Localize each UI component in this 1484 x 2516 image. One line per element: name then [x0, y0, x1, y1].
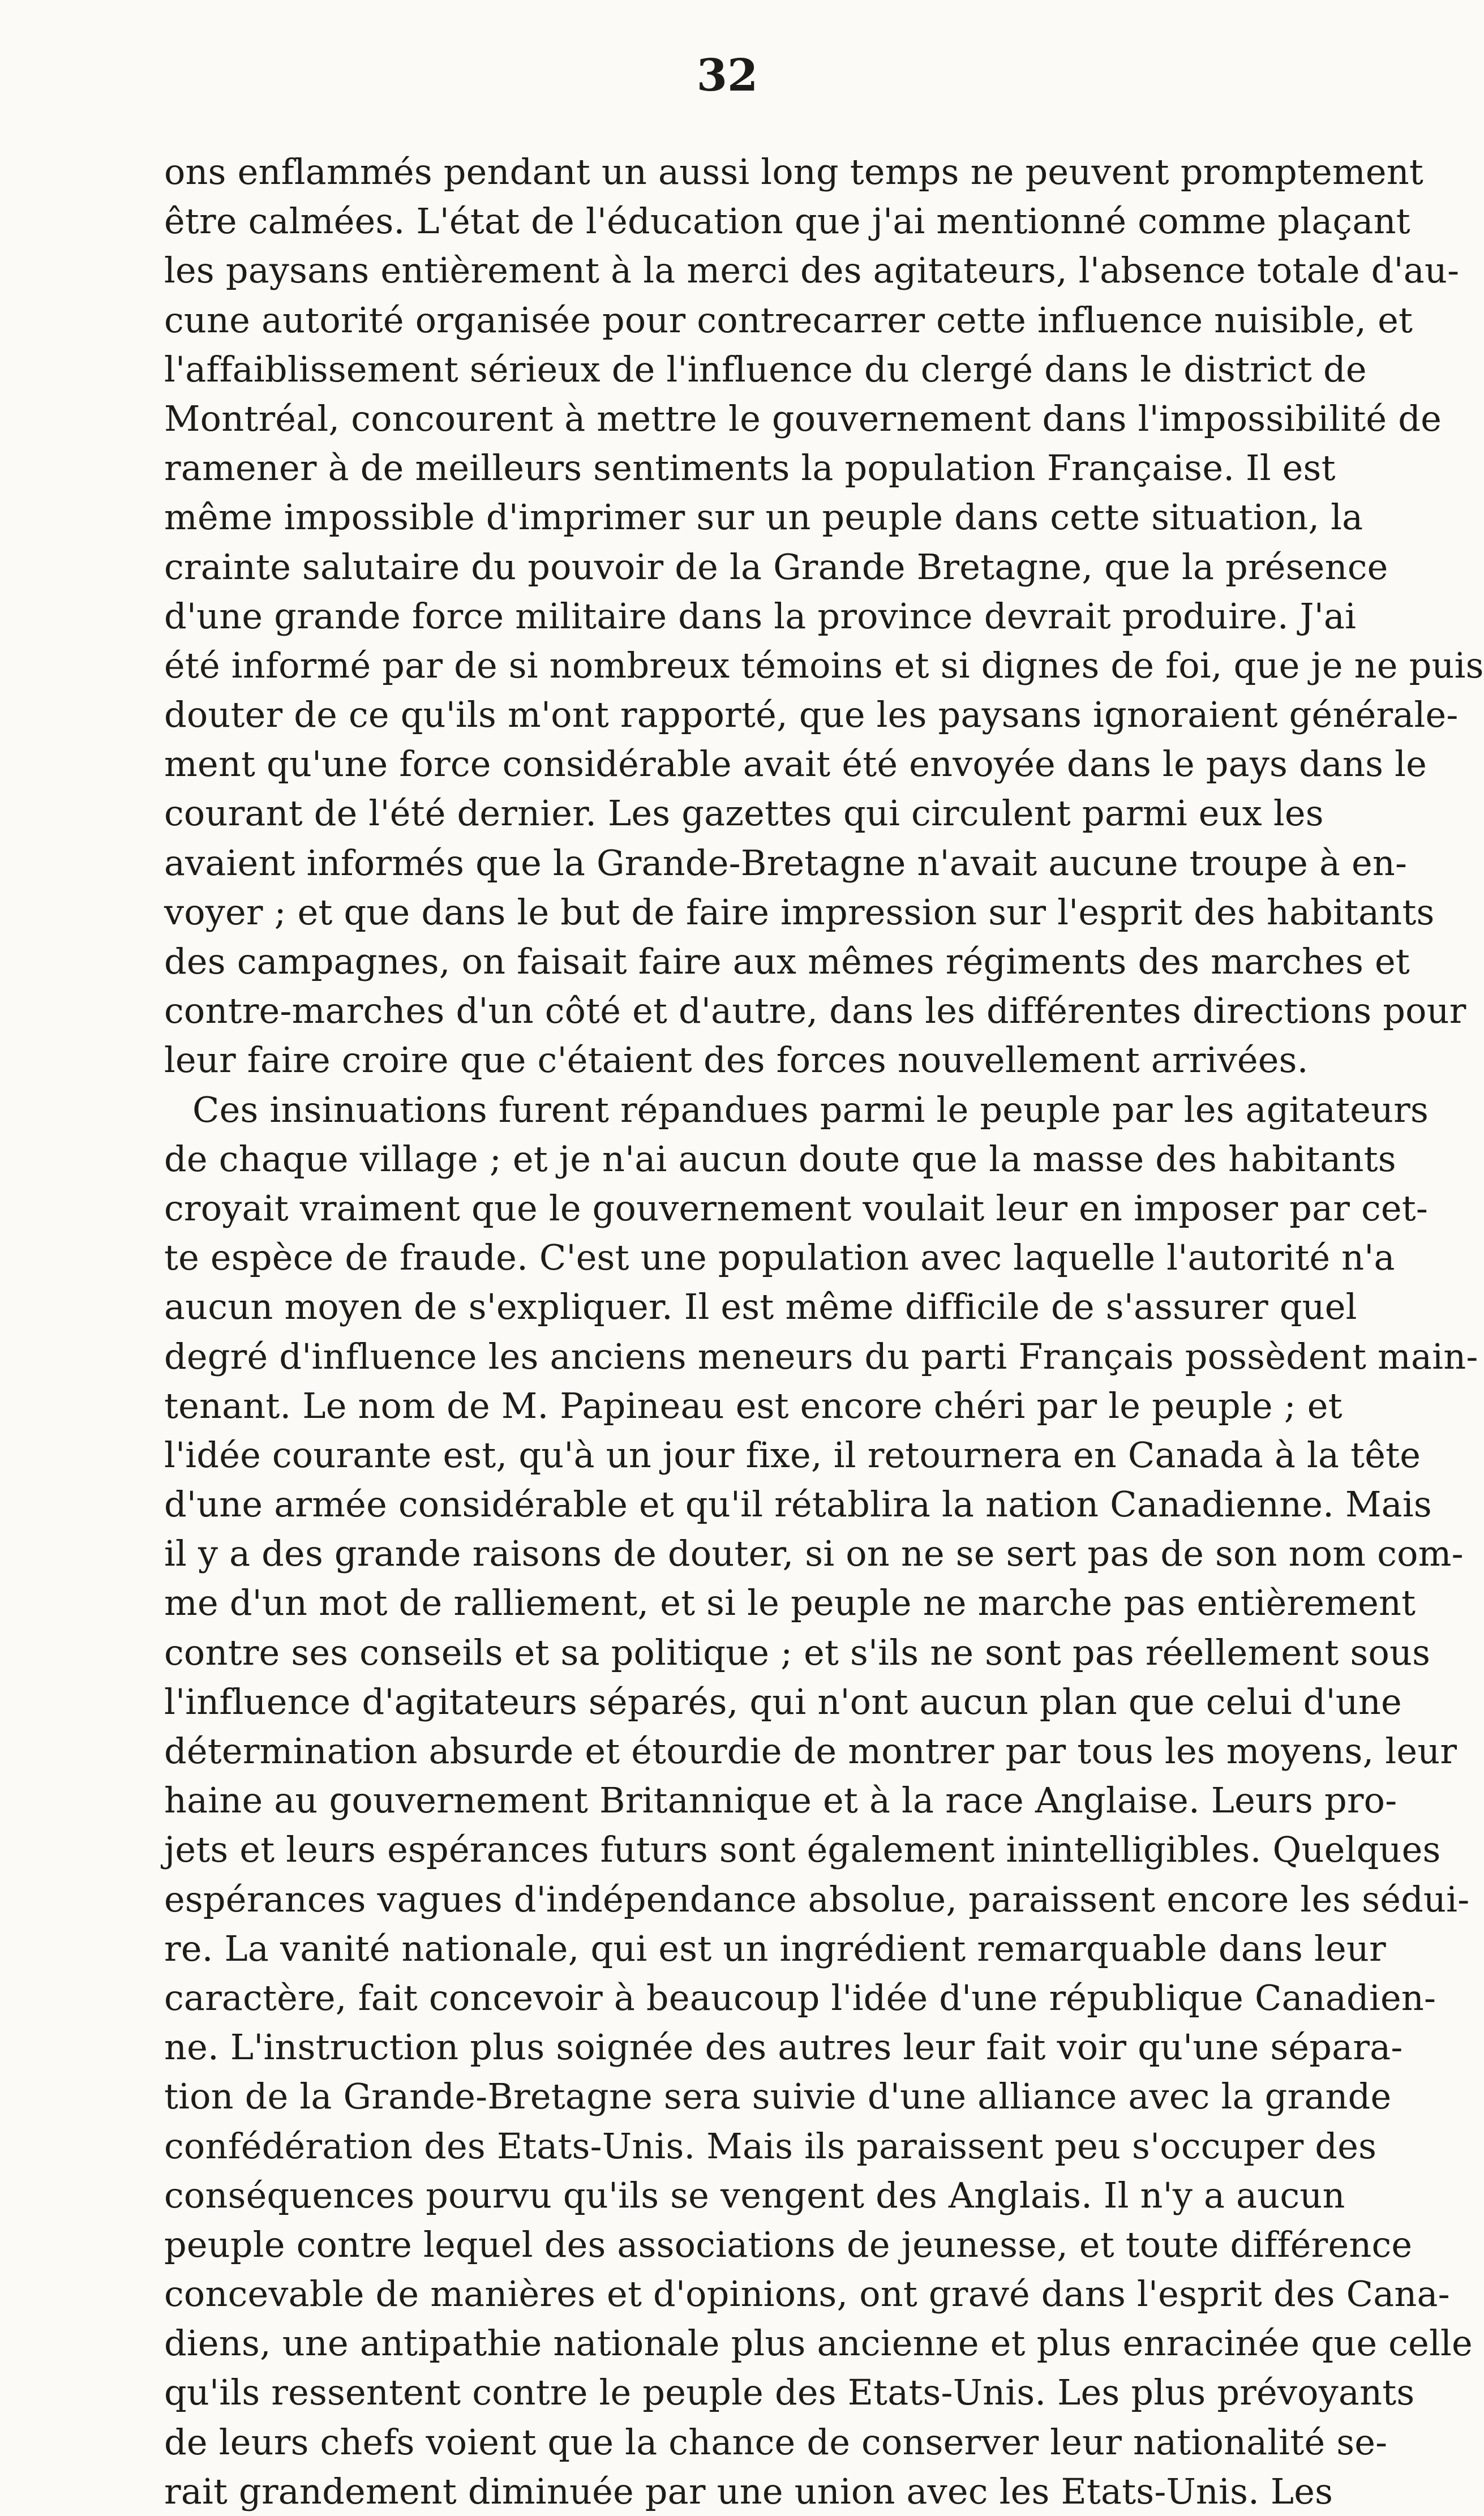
page-number: 32: [696, 50, 758, 101]
text-line: tion de la Grande-Bretagne sera suivie d'une alliance avec la grande: [164, 2076, 1392, 2118]
text-line: re. La vanité nationale, qui est un ingrédient remarquable dans leur: [164, 1927, 1386, 1969]
text-line: Ces insinuations furent répandues parmi le peuple par les agitateurs: [192, 1088, 1429, 1130]
text-line: peuple contre lequel des associations de jeunesse, et toute différence: [164, 2223, 1413, 2265]
text-line: cune autorité organisée pour contrecarrer cette influence nuisible, et: [164, 299, 1413, 341]
text-line: haine au gouvernement Britannique et à la race Anglaise. Leurs pro-: [164, 1780, 1397, 1821]
text-line: espérances vagues d'indépendance absolue, paraissent encore les sédui-: [164, 1878, 1470, 1920]
text-line: l'affaiblissement sérieux de l'influence du clergé dans le district de: [164, 348, 1367, 390]
text-line: douter de ce qu'ils m'ont rapporté, que les paysans ignoraient générale-: [164, 694, 1459, 736]
text-line: ramener à de meilleurs sentiments la population Française. Il est: [164, 447, 1336, 489]
text-line: diens, une antipathie nationale plus ancienne et plus enracinée que celle: [164, 2322, 1473, 2364]
text-line: voyer ; et que dans le but de faire impression sur l'esprit des habitants: [164, 891, 1435, 933]
text-line: d'une armée considérable et qu'il rétablira la nation Canadienne. Mais: [164, 1484, 1432, 1525]
text-line: degré d'influence les anciens meneurs du parti Français possèdent main-: [164, 1335, 1478, 1377]
text-line: te espèce de fraude. C'est une population avec laquelle l'autorité n'a: [164, 1237, 1395, 1279]
text-line: leur faire croire que c'étaient des forces nouvellement arrivées.: [164, 1039, 1309, 1081]
text-line: d'une grande force militaire dans la province devrait produire. J'ai: [164, 595, 1357, 637]
text-line: ne. L'instruction plus soignée des autres leur fait voir qu'une sépara-: [164, 2026, 1403, 2068]
text-line: ment qu'une force considérable avait été envoyée dans le pays dans le: [164, 743, 1427, 785]
text-line: concevable de manières et d'opinions, ont gravé dans l'esprit des Cana-: [164, 2273, 1450, 2315]
text-line: être calmées. L'état de l'éducation que j'ai mentionné comme plaçant: [164, 200, 1410, 242]
text-line: ons enflammés pendant un aussi long temps ne peuvent promptement: [164, 151, 1423, 192]
text-line: tenant. Le nom de M. Papineau est encore chéri par le peuple ; et: [164, 1385, 1343, 1426]
text-line: contre-marches d'un côté et d'autre, dans les différentes directions pour: [164, 990, 1466, 1032]
text-line: crainte salutaire du pouvoir de la Grande Bretagne, que la présence: [164, 546, 1388, 588]
text-line: qu'ils ressentent contre le peuple des Etats-Unis. Les plus prévoyants: [164, 2372, 1415, 2414]
text-line: détermination absurde et étourdie de montrer par tous les moyens, leur: [164, 1730, 1457, 1772]
text-line: courant de l'été dernier. Les gazettes qui circulent parmi eux les: [164, 792, 1324, 834]
text-line: me d'un mot de ralliement, et si le peuple ne marche pas entièrement: [164, 1582, 1416, 1624]
text-line: confédération des Etats-Unis. Mais ils paraissent peu s'occuper des: [164, 2125, 1377, 2167]
text-line: avaient informés que la Grande-Bretagne n'avait aucune troupe à en-: [164, 842, 1408, 884]
text-line: des campagnes, on faisait faire aux mêmes régiments des marches et: [164, 941, 1410, 982]
text-line: aucun moyen de s'expliquer. Il est même difficile de s'assurer quel: [164, 1286, 1357, 1328]
text-line: l'idée courante est, qu'à un jour fixe, il retournera en Canada à la tête: [164, 1434, 1421, 1476]
text-line: été informé par de si nombreux témoins et si dignes de foi, que je ne puis: [164, 644, 1484, 686]
text-line: rait grandement diminuée par une union avec les Etats-Unis. Les: [164, 2470, 1333, 2512]
text-line: caractère, fait concevoir à beaucoup l'idée d'une république Canadien-: [164, 1977, 1436, 2018]
text-line: jets et leurs espérances futurs sont également inintelligibles. Quelques: [164, 1829, 1441, 1871]
text-line: les paysans entièrement à la merci des agitateurs, l'absence totale d'au-: [164, 250, 1460, 292]
text-line: conséquences pourvu qu'ils se vengent des Anglais. Il n'y a aucun: [164, 2174, 1345, 2216]
text-line: de chaque village ; et je n'ai aucun doute que la masse des habitants: [164, 1138, 1396, 1180]
text-line: croyait vraiment que le gouvernement voulait leur en imposer par cet-: [164, 1187, 1429, 1229]
text-line: Montréal, concourent à mettre le gouvernement dans l'impossibilité de: [164, 397, 1442, 439]
text-line: même impossible d'imprimer sur un peuple dans cette situation, la: [164, 496, 1363, 538]
text-line: l'influence d'agitateurs séparés, qui n'ont aucun plan que celui d'une: [164, 1681, 1402, 1722]
text-line: il y a des grande raisons de douter, si on ne se sert pas de son nom com-: [164, 1533, 1464, 1575]
text-line: contre ses conseils et sa politique ; et s'ils ne sont pas réellement sous: [164, 1631, 1431, 1673]
text-line: de leurs chefs voient que la chance de conserver leur nationalité se-: [164, 2421, 1388, 2463]
body-text: [164, 147, 1484, 2516]
